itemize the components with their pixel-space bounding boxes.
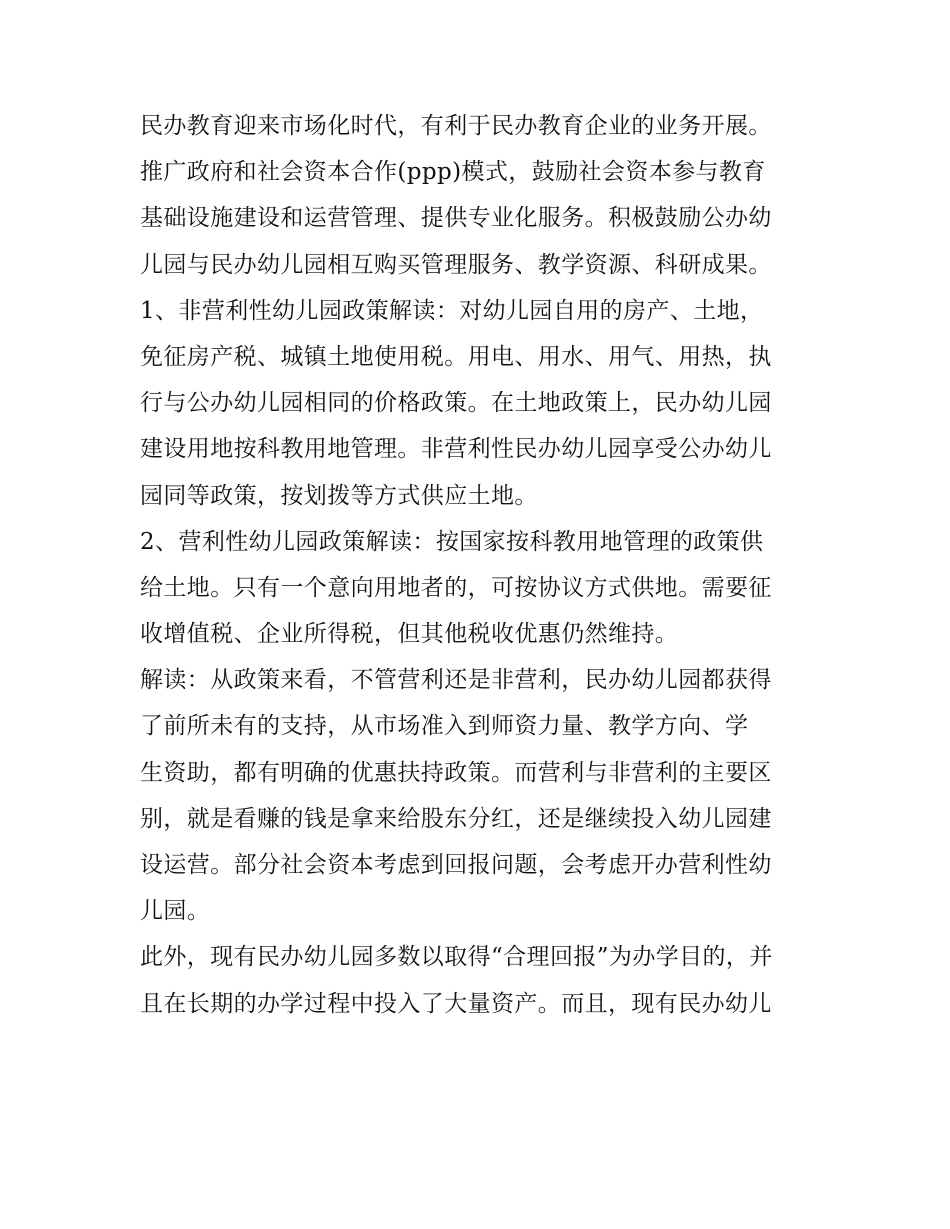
text-line: 1、非营利性幼儿园政策解读：对幼儿园自用的房产、土地， <box>140 297 764 324</box>
text-line: 2、营利性幼儿园政策解读：按国家按科教用地管理的政策供 <box>140 528 764 555</box>
text-line: 民办教育迎来市场化时代，有利于民办教育企业的业务开展。 <box>140 113 772 139</box>
text-line: 行与公办幼儿园相同的价格政策。在土地政策上，民办幼儿园 <box>140 390 772 417</box>
text-line: 此外，现有民办幼儿园多数以取得“合理回报”为办学目的，并 <box>140 944 773 971</box>
text-line: 解读：从政策来看，不管营利还是非营利，民办幼儿园都获得 <box>140 667 772 694</box>
text-line: 了前所未有的支持，从市场准入到师资力量、教学方向、学 <box>140 713 749 740</box>
text-line: 园同等政策，按划拨等方式供应土地。 <box>140 482 538 509</box>
text-line: 儿园与民办幼儿园相互购买管理服务、教学资源、科研成果。 <box>140 251 772 278</box>
text-line: 给土地。只有一个意向用地者的，可按协议方式供地。需要征 <box>140 574 772 601</box>
text-line: 基础设施建设和运营管理、提供专业化服务。积极鼓励公办幼 <box>140 205 772 232</box>
text-line: 建设用地按科教用地管理。非营利性民办幼儿园享受公办幼儿 <box>140 436 772 463</box>
text-line: 别，就是看赚的钱是拿来给股东分红，还是继续投入幼儿园建 <box>140 805 772 832</box>
text-line: 生资助，都有明确的优惠扶持政策。而营利与非营利的主要区 <box>140 759 772 786</box>
text-line: 儿园。 <box>140 898 211 925</box>
text-line: 收增值税、企业所得税，但其他税收优惠仍然维持。 <box>140 621 679 648</box>
text-line: 设运营。部分社会资本考虑到回报问题，会考虑开办营利性幼 <box>140 852 772 878</box>
text-line: 免征房产税、城镇土地使用税。用电、用水、用气、用热，执 <box>140 343 772 370</box>
text-line: 推广政府和社会资本合作(ppp)模式，鼓励社会资本参与教育 <box>140 159 766 186</box>
document-body <box>140 103 820 1027</box>
text-line: 且在长期的办学过程中投入了大量资产。而且，现有民办幼儿 <box>140 990 772 1017</box>
